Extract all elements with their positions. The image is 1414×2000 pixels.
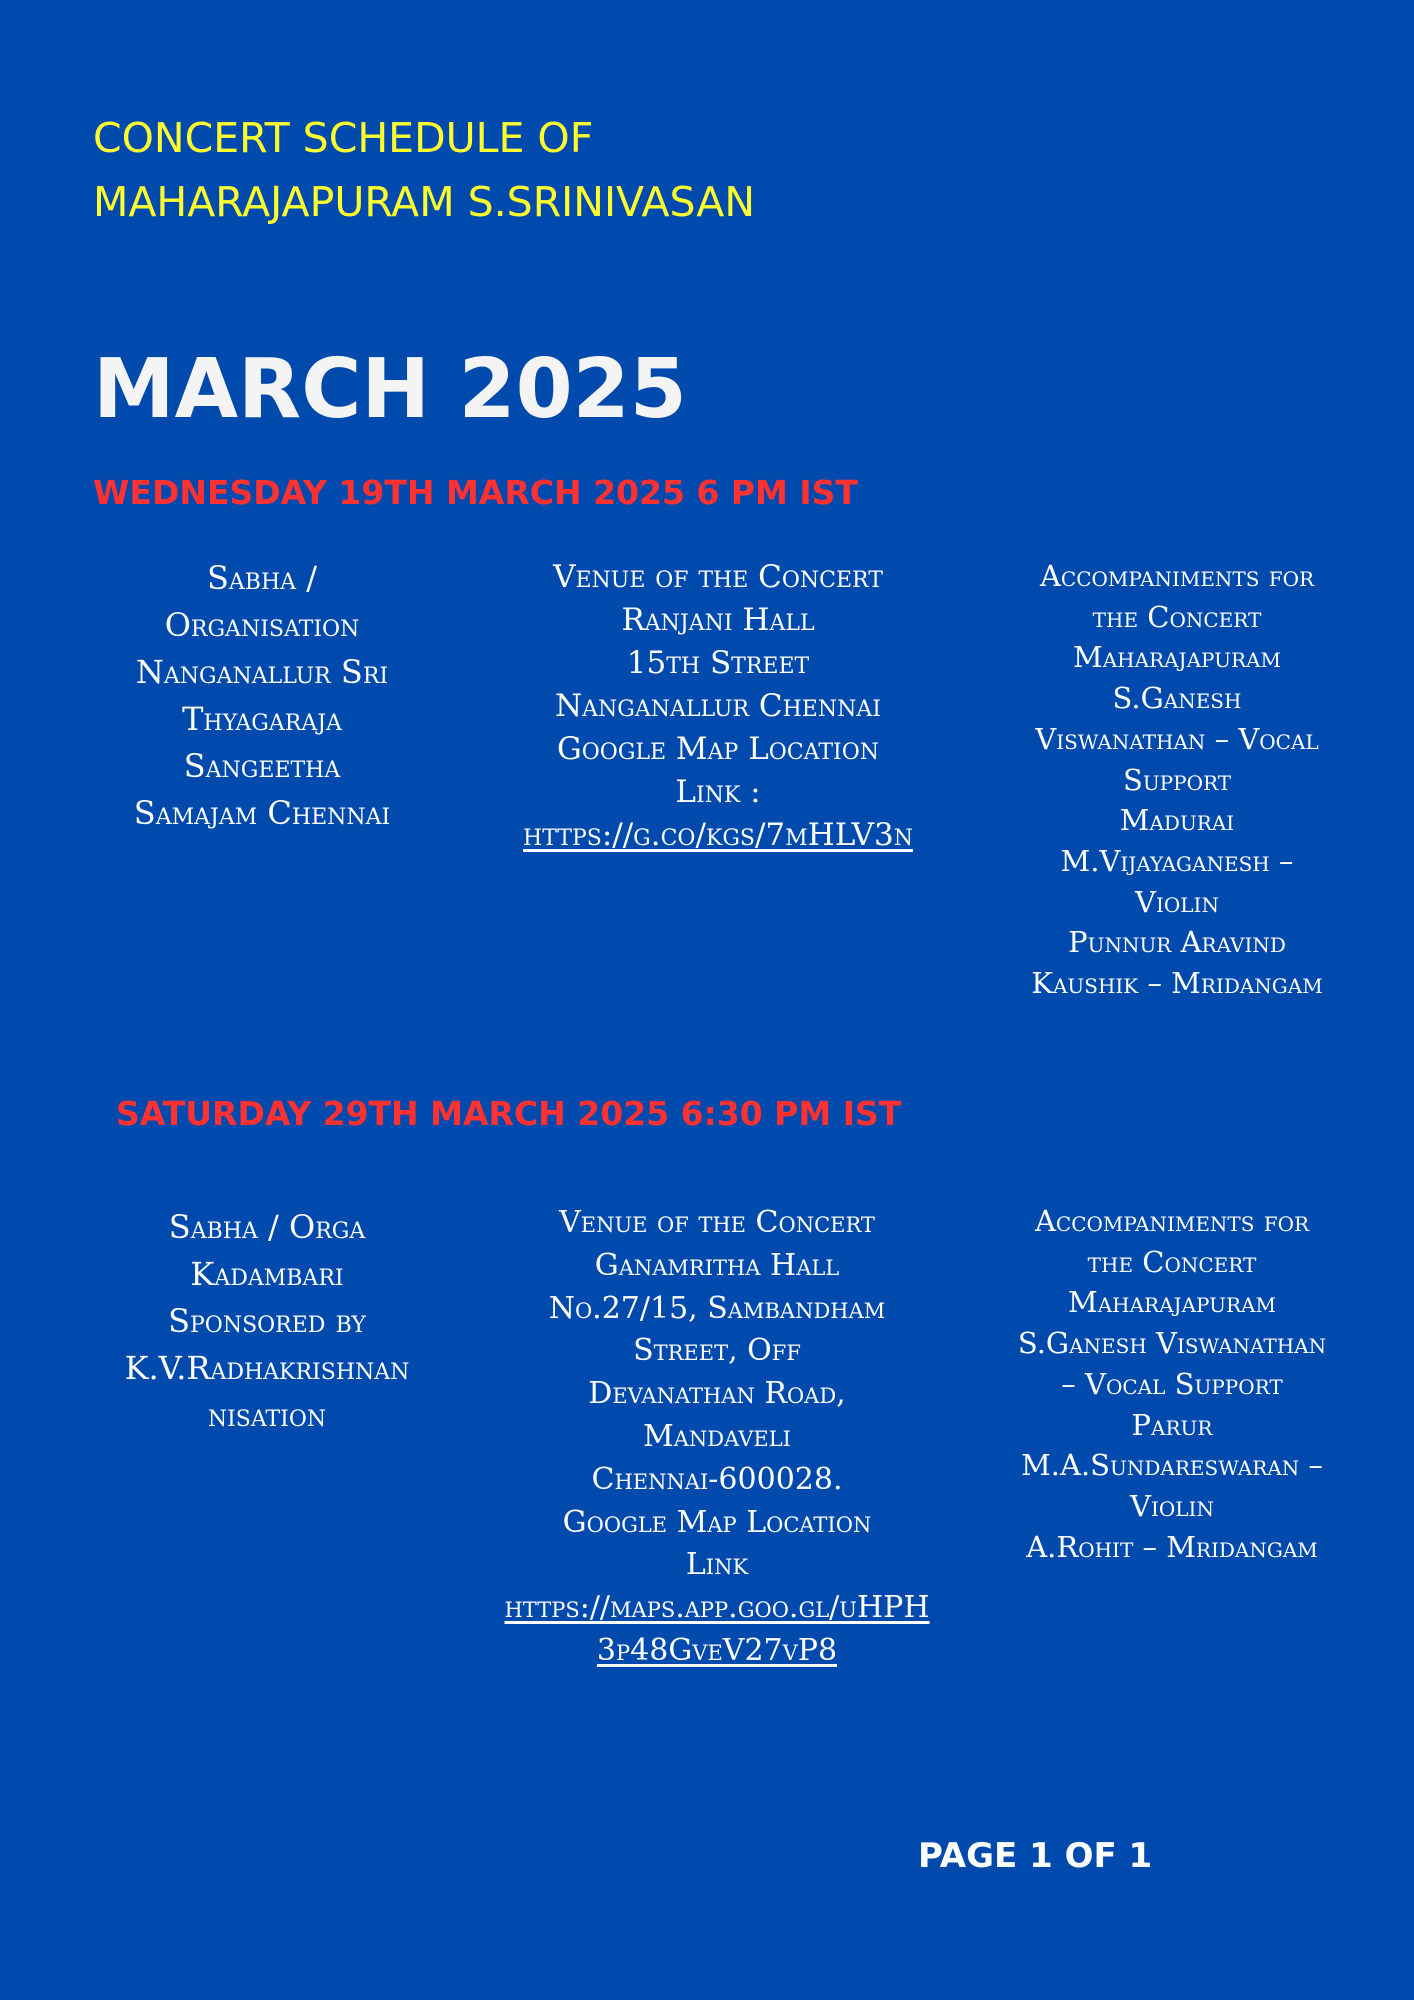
event-2-venue-line: Ganamritha Hall [594,1247,840,1283]
event-1-sabha-line: Organisation [164,606,360,644]
event-2-venue-line: Venue of the Concert [559,1205,875,1240]
event-1-map-link[interactable]: https://g.co/kgs/7mHLV3n [523,817,913,853]
event-2-map-link[interactable]: https://maps.app.goo.gl/uHPH3p48GveV27vP8 [504,1590,930,1668]
event-2-sabha-line: Kadambari [190,1255,344,1293]
event-2-date: SATURDAY 29TH MARCH 2025 6:30 PM IST [116,1094,902,1133]
event-2-venue-line: Devanathan Road, [588,1376,846,1412]
event-1-accomp-line: M.Vijayaganesh – [1060,843,1294,878]
event-2-venue-line: Link [685,1547,749,1583]
event-1-accomp-line: Support [1122,762,1232,797]
event-2-accomp-line: Violin [1130,1488,1214,1523]
event-2-sabha-line: Sabha / Orga [168,1208,366,1246]
event-1-date: WEDNESDAY 19TH MARCH 2025 6 PM IST [93,473,858,512]
event-1-accompaniments [972,556,1382,1004]
event-2-accomp-line: Maharajapuram [1068,1285,1276,1320]
event-2-accomp-line: – Vocal Support [1061,1366,1283,1401]
event-2-accomp-line: A.Rohit – Mridangam [1026,1529,1318,1564]
event-1-venue-line: Ranjani Hall [621,602,815,638]
event-1-venue [468,556,968,857]
event-1-accomp-line: Violin [1135,884,1219,919]
event-1-sabha-line: Nanganallur Sri [135,653,389,691]
event-1-accomp-line: Viswanathan – Vocal [1035,721,1319,756]
event-2-accomp-line: the Concert [1087,1244,1257,1279]
event-2-sabha-line: K.V.Radhakrishnan [124,1349,410,1387]
event-2-venue [480,1202,954,1673]
event-2-venue-line: Google Map Location [562,1504,872,1540]
event-2-venue-line: No.27/15, Sambandham [548,1290,886,1326]
event-1-sabha [60,555,464,837]
event-2-sabha-line: nisation [207,1396,327,1434]
event-2-sabha-line: Sponsored by [168,1302,366,1340]
event-2-accompaniments [960,1201,1384,1567]
event-1-sabha-line: Sangeetha [183,747,341,785]
event-1-accomp-line: Accompaniments for [1039,559,1315,593]
event-1-venue-line: Nanganallur Chennai [555,688,881,724]
event-2-accomp-line: S.Ganesh Viswanathan [1017,1326,1327,1361]
event-1-accomp-line: Punnur Aravind [1068,925,1286,960]
event-1-sabha-line: Samajam Chennai [133,794,391,832]
event-2-sabha [60,1204,474,1439]
month-heading: MARCH 2025 [93,342,687,437]
event-1-accomp-line: Madurai [1119,803,1235,838]
event-1-accomp-line: S.Ganesh [1112,681,1242,716]
event-1-venue-line: Link : [675,774,761,810]
event-1-accomp-line: the Concert [1092,599,1262,634]
event-1-sabha-line: Sabha / [206,559,317,597]
event-2-venue-line: Street, Off [633,1333,801,1369]
event-1-venue-line: Google Map Location [556,731,879,767]
event-1-venue-line: 15th Street [626,645,810,681]
schedule-title-line-2: MAHARAJAPURAM S.SRINIVASAN [93,178,756,226]
event-1-venue-line: Venue of the Concert [553,559,883,595]
event-1-sabha-line: Thyagaraja [182,700,342,738]
event-1-accomp-line: Kaushik – Mridangam [1031,966,1323,1001]
event-2-venue-line: Chennai-600028. [591,1461,843,1497]
event-2-accomp-line: Accompaniments for [1034,1204,1310,1238]
event-2-accomp-line: Parur [1131,1407,1213,1442]
event-2-venue-line: Mandaveli [643,1418,791,1454]
schedule-title-line-1: CONCERT SCHEDULE OF [93,114,594,162]
event-1-accomp-line: Maharajapuram [1073,640,1281,675]
schedule-title [93,106,993,234]
page-number: PAGE 1 OF 1 [918,1836,1153,1876]
event-2-accomp-line: M.A.Sundareswaran – [1021,1448,1323,1483]
